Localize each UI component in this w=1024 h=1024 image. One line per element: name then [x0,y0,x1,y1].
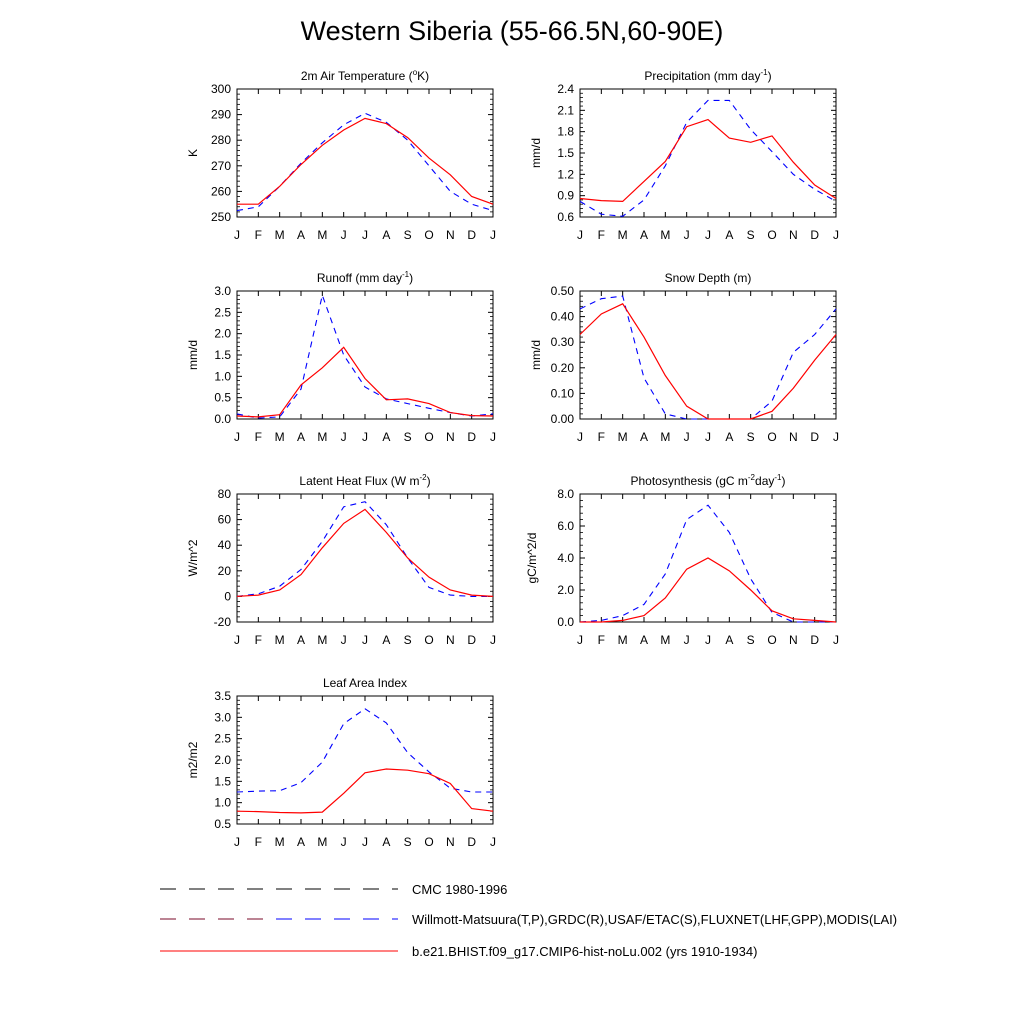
y-tick-label: 0.9 [557,188,574,203]
title-text: ) [409,271,414,285]
title-superscript: -1 [760,68,768,77]
y-tick-label: 250 [210,210,231,224]
y-tick-label: 0.5 [214,390,231,405]
x-tick-label: M [317,835,328,849]
x-tick-label: S [403,228,412,242]
x-tick-label: M [274,633,285,647]
series-line-obs [580,505,836,622]
y-tick-label: 0.10 [550,386,574,401]
y-tick-label: 6.0 [557,519,574,533]
panel-title [299,473,430,488]
x-tick-label: J [234,430,240,444]
x-tick-label: J [362,835,368,849]
x-tick-label: A [725,633,734,647]
x-tick-label: A [639,228,649,242]
x-tick-label: J [490,633,496,647]
series-line-model [580,558,836,622]
y-axis-label: mm/d [529,138,543,168]
y-tick-label: 280 [210,133,231,148]
series-line-obs [237,502,493,597]
x-tick-label: S [746,633,755,647]
y-tick-label: 0.20 [550,360,574,375]
y-tick-label: 4.0 [557,551,574,565]
x-tick-label: J [362,430,368,444]
y-tick-label: 0.50 [550,284,574,298]
x-tick-label: J [705,430,711,444]
x-tick-label: A [382,430,391,444]
x-tick-label: F [597,228,606,242]
series-line-model [237,118,493,204]
y-tick-label: 2.1 [557,103,574,118]
series-line-model [580,120,836,202]
y-tick-label: 60 [217,512,231,527]
x-tick-label: J [683,633,690,647]
x-tick-label: J [577,430,583,444]
y-axis-label: gC/m^2/d [525,532,539,584]
x-tick-label: M [317,430,328,444]
y-tick-label: 0.00 [550,412,574,426]
legend-label: b.e21.BHIST.f09_g17.CMIP6-hist-noLu.002 (yrs 1910-1934) [412,944,758,959]
y-tick-label: 300 [210,82,231,96]
x-tick-label: A [296,835,306,849]
x-tick-label: N [445,228,455,242]
x-tick-label: S [403,633,412,647]
title-text: Runoff (mm day [316,271,403,285]
title-superscript: o [412,68,418,77]
y-tick-label: 20 [217,563,231,578]
x-tick-label: J [490,835,496,849]
x-tick-label: M [617,633,628,647]
panel-title [301,68,429,83]
x-tick-label: F [254,228,263,242]
page-title: Western Siberia (55-66.5N,60-90E) [300,16,724,46]
title-text: K) [417,69,430,83]
series-line-model [580,304,836,419]
panel-title [644,68,771,83]
x-tick-label: J [234,633,240,647]
x-tick-label: J [234,228,240,242]
y-tick-label: 40 [217,538,231,553]
x-tick-label: O [767,430,777,444]
y-tick-label: 2.4 [557,82,574,96]
x-tick-label: M [274,835,285,849]
x-tick-label: J [683,430,690,444]
x-tick-label: J [705,633,711,647]
title-text: day [755,474,775,488]
y-tick-label: 2.5 [214,305,231,320]
y-tick-label: 0.0 [557,615,574,629]
x-tick-label: J [340,835,347,849]
x-tick-label: N [788,633,798,647]
title-text: 2m Air Temperature ( [300,69,413,83]
x-tick-label: N [788,430,798,444]
x-tick-label: D [467,835,477,849]
y-tick-label: 1.5 [557,146,574,160]
x-tick-label: M [617,430,628,444]
x-tick-label: M [317,228,328,242]
x-tick-label: O [424,835,434,849]
title-text: Snow Depth (m) [664,271,752,285]
series-line-obs [580,296,836,419]
panel-title [665,271,752,285]
x-tick-label: M [317,633,328,647]
panel-runoff [186,270,496,444]
x-tick-label: N [788,228,798,242]
plot-frame [237,696,493,824]
series-line-obs [237,295,493,418]
panel-title [317,270,413,285]
y-tick-label: 0.0 [214,412,231,426]
y-tick-label: 1.0 [214,369,231,384]
x-tick-label: M [660,228,671,242]
x-tick-label: J [833,633,839,647]
x-tick-label: J [833,228,839,242]
plot-frame [237,494,493,622]
panel-precip [529,68,839,242]
series-line-model [237,509,493,596]
title-superscript: -2 [747,473,756,482]
x-tick-label: J [833,430,839,444]
y-axis-label: K [186,148,200,158]
x-tick-label: O [767,633,777,647]
x-tick-label: D [467,228,477,242]
y-tick-label: 290 [210,107,231,122]
x-tick-label: J [577,228,583,242]
x-tick-label: A [296,430,306,444]
y-axis-label: mm/d [186,340,200,370]
plot-frame [237,89,493,217]
y-tick-label: 0.5 [214,817,231,831]
y-axis-label: mm/d [529,340,543,370]
x-tick-label: N [445,835,455,849]
panel-lhf [186,473,496,647]
x-tick-label: O [424,430,434,444]
y-tick-label: -20 [213,615,231,629]
y-tick-label: 2.0 [214,326,231,341]
y-tick-label: 0 [224,589,231,604]
panel-title [323,676,407,690]
x-tick-label: A [725,430,734,444]
series-line-obs [237,709,493,792]
y-tick-label: 2.5 [214,731,231,746]
x-tick-label: F [254,633,263,647]
plot-frame [580,291,836,419]
x-tick-label: J [340,228,347,242]
y-tick-label: 8.0 [557,487,574,501]
x-tick-label: J [490,228,496,242]
x-tick-label: D [810,633,820,647]
x-tick-label: O [767,228,777,242]
x-tick-label: F [597,430,606,444]
x-tick-label: O [424,633,434,647]
y-tick-label: 1.0 [214,795,231,810]
x-tick-label: S [403,430,412,444]
x-tick-label: M [274,228,285,242]
title-superscript: -1 [402,270,410,279]
y-tick-label: 1.2 [557,167,574,182]
legend-entry-cmc [160,882,507,897]
panel-temp [186,68,496,242]
x-tick-label: F [254,430,263,444]
panel-snow [529,271,839,444]
x-tick-label: A [382,633,391,647]
y-tick-label: 1.5 [214,774,231,789]
legend-label: CMC 1980-1996 [412,882,508,897]
x-tick-label: A [639,633,649,647]
y-axis-label: W/m^2 [186,539,200,577]
series-line-obs [580,100,836,216]
y-tick-label: 3.0 [214,284,231,298]
x-tick-label: A [296,633,306,647]
x-tick-label: D [467,633,477,647]
x-tick-label: J [705,228,711,242]
x-tick-label: J [362,633,368,647]
y-tick-label: 3.5 [214,689,231,703]
x-tick-label: D [467,430,477,444]
x-tick-label: J [577,633,583,647]
title-text: ) [781,474,786,488]
x-tick-label: J [490,430,496,444]
y-tick-label: 2.0 [557,583,574,597]
x-tick-label: S [746,430,755,444]
plot-frame [580,89,836,217]
y-tick-label: 1.8 [557,124,574,139]
x-tick-label: A [382,228,391,242]
y-tick-label: 1.5 [214,348,231,362]
x-tick-label: J [234,835,240,849]
x-tick-label: D [810,430,820,444]
title-text: ) [767,69,772,83]
x-tick-label: S [746,228,755,242]
y-tick-label: 80 [217,487,231,501]
x-tick-label: J [340,430,347,444]
x-tick-label: F [597,633,606,647]
title-text: Leaf Area Index [322,676,408,690]
plot-frame [237,291,493,419]
series-line-model [237,347,493,417]
series-line-obs [237,113,493,210]
title-superscript: -2 [419,473,427,482]
x-tick-label: F [254,835,263,849]
y-tick-label: 260 [210,184,231,199]
panel-title [631,473,786,488]
title-text: ) [426,474,431,488]
x-tick-label: N [445,633,455,647]
x-tick-label: A [296,228,306,242]
x-tick-label: M [660,633,671,647]
x-tick-label: M [274,430,285,444]
title-text: Photosynthesis (gC m [630,474,748,488]
x-tick-label: N [445,430,455,444]
legend-label: Willmott-Matsuura(T,P),GRDC(R),USAF/ETAC(S),FLUXNET(LHF,GPP),MODIS(LAI) [412,912,898,927]
y-tick-label: 3.0 [214,710,231,725]
y-tick-label: 2.0 [214,753,231,767]
x-tick-label: A [382,835,391,849]
x-tick-label: A [639,430,649,444]
panel-lai [186,676,496,849]
y-tick-label: 0.40 [550,309,574,324]
title-text: Precipitation (mm day [644,69,761,83]
title-text: Latent Heat Flux (W m [299,474,420,488]
legend-entry-model [160,944,757,959]
panel-gpp [525,473,839,647]
y-axis-label: m2/m2 [186,741,200,779]
x-tick-label: J [362,228,368,242]
title-superscript: -1 [774,473,782,482]
y-tick-label: 270 [210,158,231,173]
x-tick-label: J [683,228,690,242]
x-tick-label: M [617,228,628,242]
x-tick-label: J [340,633,347,647]
x-tick-label: D [810,228,820,242]
x-tick-label: M [660,430,671,444]
y-tick-label: 0.6 [557,210,574,224]
x-tick-label: O [424,228,434,242]
y-tick-label: 0.30 [550,335,574,350]
x-tick-label: S [403,835,412,849]
x-tick-label: A [725,228,734,242]
legend-entry-obs [160,912,897,927]
